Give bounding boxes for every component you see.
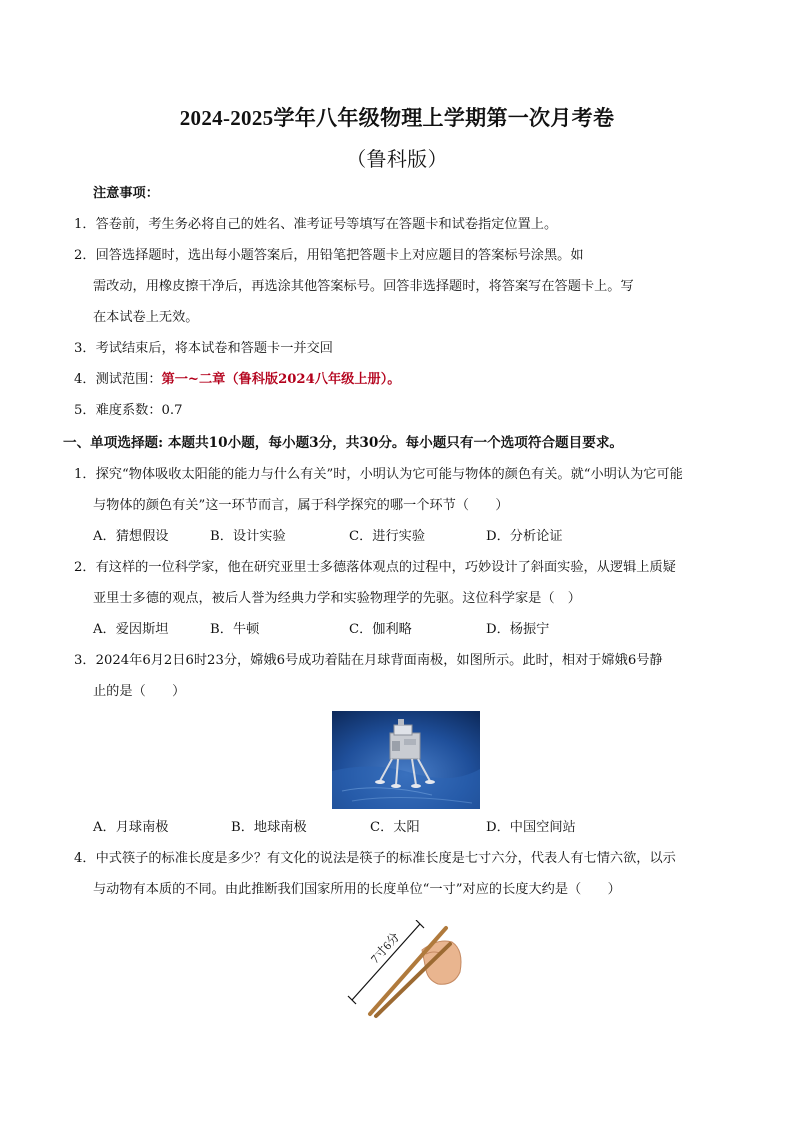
exam-subtitle: （鲁科版） [346, 147, 448, 171]
note-scope [74, 371, 400, 389]
note-item: 2．回答选择题时，选出每小题答案后，用铅笔把答题卡上对应题目的答案标号涂黑。如 [74, 248, 584, 263]
lander-image [332, 711, 480, 809]
note-difficulty: 5．难度系数：0.7 [74, 403, 183, 418]
option-a: A．月球南极 [93, 820, 169, 835]
note-item: 在本试卷上无效。 [93, 310, 199, 325]
scope-value: 第一~二章（鲁科版2024八年级上册）。 [161, 372, 401, 387]
chopsticks-image [342, 920, 468, 1020]
section-heading: 一、单项选择题: 本题共10小题，每小题3分，共30分。每小题只有一个选项符合题目要求。 [63, 435, 624, 451]
chopsticks-illustration [342, 920, 468, 1020]
option-b: B．设计实验 [210, 529, 286, 544]
note-item: 需改动，用橡皮擦干净后，再选涂其他答案标号。回答非选择题时，将答案写在答题卡上。写 [93, 279, 634, 294]
option-d: D．分析论证 [486, 529, 563, 544]
note-item: 3．考试结束后，将本试卷和答题卡一并交回 [74, 341, 333, 356]
option-b: B．牛顿 [210, 622, 260, 637]
question-line: 1．探究“物体吸收太阳能的能力与什么有关”时，小明认为它可能与物体的颜色有关。就“小明认为它可能 [74, 467, 683, 482]
question-line: 止的是（ ） [93, 684, 186, 699]
option-c: C．进行实验 [349, 529, 426, 544]
question-line: 2．有这样的一位科学家，他在研究亚里士多德落体观点的过程中，巧妙设计了斜面实验，从逻辑上质疑 [74, 560, 676, 575]
option-a: A．爱因斯坦 [93, 622, 169, 637]
option-c: C．伽利略 [349, 622, 412, 637]
question-line: 与物体的颜色有关”这一环节而言，属于科学探究的哪一个环节（ ） [93, 498, 509, 513]
question-line: 与动物有本质的不同。由此推断我们国家所用的长度单位“一寸”对应的长度大约是（ ） [93, 882, 621, 897]
notes-heading: 注意事项： [93, 186, 159, 201]
question-line: 亚里士多德的观点，被后人誉为经典力学和实验物理学的先驱。这位科学家是（ ） [93, 591, 581, 606]
exam-title: 2024-2025学年八年级物理上学期第一次月考卷 [179, 106, 615, 130]
question-line: 3．2024年6月2日6时23分，嫦娥6号成功着陆在月球背面南极，如图所示。此时，相对于嫦娥6号静 [74, 653, 663, 668]
note-item: 1．答卷前，考生务必将自己的姓名、准考证号等填写在答题卡和试卷指定位置上。 [74, 217, 558, 232]
chopsticks-length-label: 7寸6分 [367, 929, 403, 967]
scope-label: 4．测试范围： [74, 372, 162, 387]
option-d: D．杨振宁 [486, 622, 550, 637]
lander-illustration [332, 711, 480, 809]
option-c: C．太阳 [370, 820, 420, 835]
option-d: D．中国空间站 [486, 820, 576, 835]
question-line: 4．中式筷子的标准长度是多少？有文化的说法是筷子的标准长度是七寸六分，代表人有七情六欲，以示 [74, 851, 676, 866]
option-b: B．地球南极 [231, 820, 307, 835]
option-a: A．猜想假设 [93, 529, 169, 544]
